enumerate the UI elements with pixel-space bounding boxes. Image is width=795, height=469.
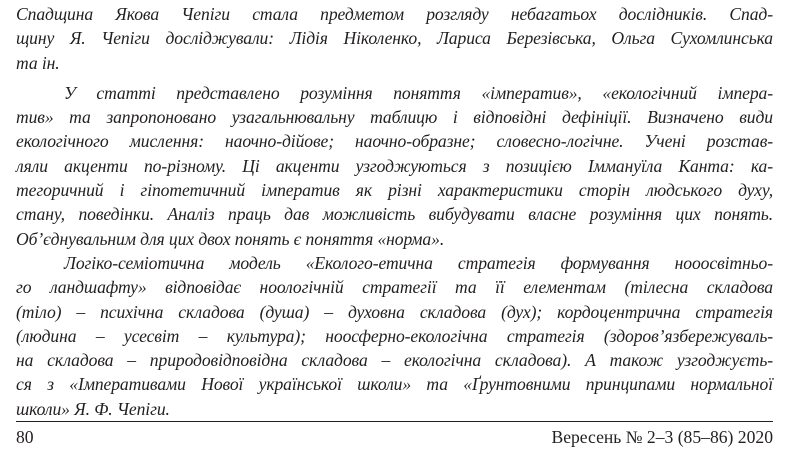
text-line: Об’єднувальним для цих двох понять є поняття «норма». [16, 228, 445, 249]
text-line: стану, поведінки. Аналіз праць дав можливість вибудувати власне розуміння цих понять. [16, 204, 773, 225]
text-line: Логіко-семіотична модель «Еколого-етична стратегія формування нооосвітньо- [64, 252, 773, 273]
text-line: та ін. [16, 52, 60, 73]
text-line: (тіло) – психічна складова (душа) – духовна складова (дух); кордоцентрична стратегія [16, 301, 773, 322]
paragraph-imperative-concept [16, 81, 773, 251]
issue-info: Вересень № 2–3 (85–86) 2020 [551, 427, 773, 447]
text-line: тив» та запропоновано узагальнювальну таблицю і відповідні дефініції. Визначено види [16, 107, 773, 128]
text-line: екологічного мислення: наочно-дійове; наочно-образне; словесно-логічне. Учені розстав- [16, 131, 773, 152]
text-line: У статті представлено розуміння поняття «імператив», «екологічний імпера- [64, 82, 773, 103]
paragraph-semiotic-model [16, 251, 773, 421]
text-line: школи» Я. Ф. Чепіги. [16, 398, 170, 419]
article-text [16, 2, 773, 421]
text-line: тегоричний і гіпотетичний імператив як різні характеристики сторін людського духу, [16, 180, 773, 201]
text-line: го ландшафту» відповідає ноологічній стратегії та її елементам (тілесна складова [16, 277, 773, 298]
text-line: ляли акценти по-різному. Ці акценти узгоджуються з позицією Іммануїла Канта: ка- [16, 155, 773, 176]
page-number: 80 [16, 427, 34, 447]
text-line: ся з «Імперативами Нової української школи» та «Ґрунтовними принципами нормальної [16, 374, 773, 395]
text-line: на складова – природовідповідна складова – екологічна складова). А також узгоджуєть- [16, 350, 773, 371]
footer-divider [16, 421, 773, 422]
text-line: щину Я. Чепіги досліджували: Лідія Ніколенко, Лариса Березівська, Ольга Сухомлинська [16, 28, 773, 49]
text-line: Спадщина Якова Чепіги стала предметом розгляду небагатьох дослідників. Спад- [16, 4, 773, 24]
text-line: (людина – усесвіт – культура); ноосферно-екологічна стратегія (здоров’язбережуваль- [16, 325, 773, 346]
paragraph-legacy-researchers [16, 2, 773, 75]
